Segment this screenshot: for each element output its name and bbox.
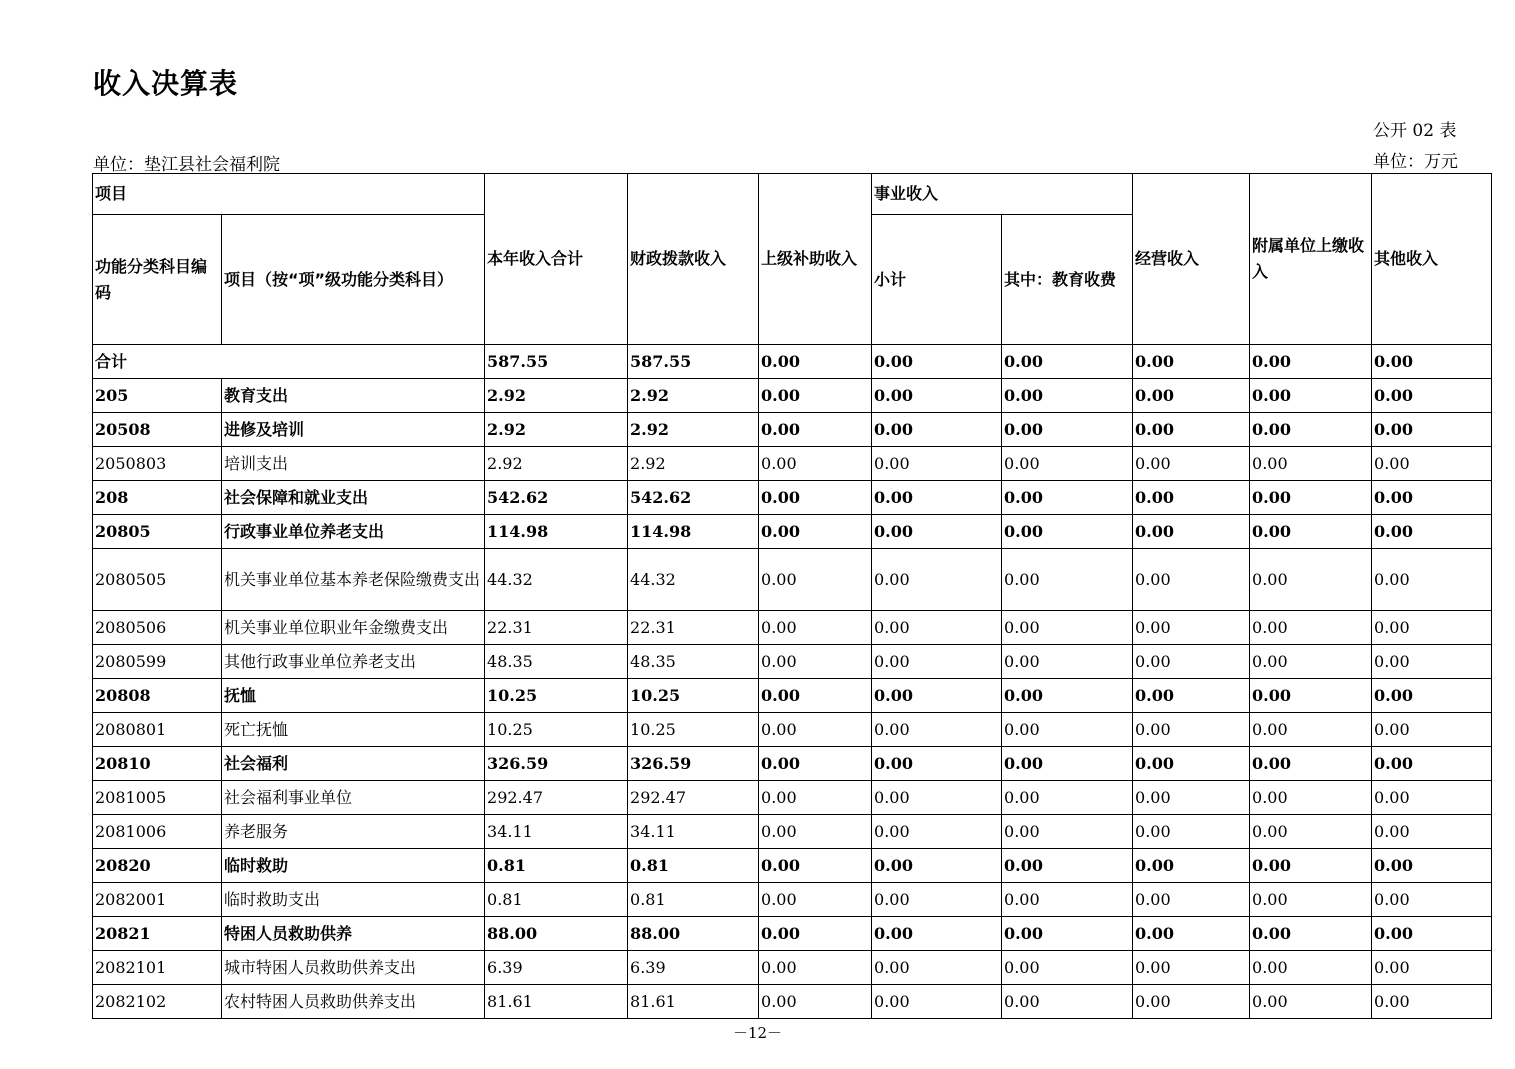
value-cell: 0.81 (628, 849, 759, 883)
total-cell: 0.00 (1250, 345, 1372, 379)
value-cell: 0.00 (1372, 413, 1492, 447)
value-cell: 0.00 (759, 781, 872, 815)
value-cell: 0.00 (1250, 951, 1372, 985)
value-cell: 0.00 (1372, 447, 1492, 481)
code-cell: 2082102 (93, 985, 222, 1019)
value-cell: 88.00 (628, 917, 759, 951)
total-cell: 587.55 (485, 345, 628, 379)
value-cell: 2.92 (628, 413, 759, 447)
value-cell: 0.00 (1133, 815, 1250, 849)
header-other: 其他收入 (1372, 174, 1492, 345)
name-cell: 机关事业单位职业年金缴费支出 (222, 611, 485, 645)
name-cell: 教育支出 (222, 379, 485, 413)
value-cell: 114.98 (485, 515, 628, 549)
value-cell: 326.59 (628, 747, 759, 781)
table-row (93, 747, 1492, 781)
value-cell: 0.00 (1372, 611, 1492, 645)
value-cell: 0.00 (1133, 747, 1250, 781)
value-cell: 0.00 (872, 679, 1002, 713)
value-cell: 0.00 (1002, 679, 1133, 713)
name-cell: 培训支出 (222, 447, 485, 481)
header-superior: 上级补助收入 (759, 174, 872, 345)
value-cell: 0.00 (1002, 747, 1133, 781)
name-cell: 农村特困人员救助供养支出 (222, 985, 485, 1019)
value-cell: 0.00 (872, 917, 1002, 951)
total-cell: 0.00 (1133, 345, 1250, 379)
total-cell: 587.55 (628, 345, 759, 379)
value-cell: 0.00 (1372, 713, 1492, 747)
value-cell: 0.00 (1002, 849, 1133, 883)
header-affiliated: 附属单位上缴收入 (1250, 174, 1372, 345)
name-cell: 抚恤 (222, 679, 485, 713)
header-subtotal: 小计 (872, 215, 1002, 345)
code-cell: 20821 (93, 917, 222, 951)
header-total: 本年收入合计 (485, 174, 628, 345)
table-row (93, 413, 1492, 447)
value-cell: 0.00 (872, 747, 1002, 781)
value-cell: 0.00 (759, 917, 872, 951)
value-cell: 542.62 (628, 481, 759, 515)
value-cell: 0.00 (1002, 645, 1133, 679)
value-cell: 0.00 (1372, 515, 1492, 549)
value-cell: 0.00 (872, 413, 1002, 447)
code-cell: 20805 (93, 515, 222, 549)
name-cell: 社会保障和就业支出 (222, 481, 485, 515)
value-cell: 0.00 (872, 447, 1002, 481)
name-cell: 行政事业单位养老支出 (222, 515, 485, 549)
value-cell: 2.92 (485, 447, 628, 481)
value-cell: 0.00 (1250, 747, 1372, 781)
value-cell: 0.00 (759, 883, 872, 917)
value-cell: 0.00 (1372, 747, 1492, 781)
value-cell: 0.00 (1372, 849, 1492, 883)
code-cell: 208 (93, 481, 222, 515)
value-cell: 34.11 (628, 815, 759, 849)
value-cell: 0.00 (872, 781, 1002, 815)
value-cell: 0.00 (872, 815, 1002, 849)
name-cell: 社会福利 (222, 747, 485, 781)
header-career: 事业收入 (872, 174, 1133, 215)
value-cell: 48.35 (485, 645, 628, 679)
code-cell: 2080801 (93, 713, 222, 747)
total-cell: 0.00 (759, 345, 872, 379)
table-row (93, 379, 1492, 413)
value-cell: 0.00 (1133, 481, 1250, 515)
name-cell: 养老服务 (222, 815, 485, 849)
value-cell: 0.00 (759, 481, 872, 515)
value-cell: 0.00 (872, 985, 1002, 1019)
total-cell: 0.00 (1372, 345, 1492, 379)
value-cell: 0.00 (1250, 985, 1372, 1019)
value-cell: 0.00 (1372, 883, 1492, 917)
value-cell: 0.00 (759, 413, 872, 447)
code-cell: 20808 (93, 679, 222, 713)
value-cell: 0.00 (1372, 549, 1492, 611)
value-cell: 0.81 (485, 849, 628, 883)
unit-organization: 单位：垫江县社会福利院 (93, 155, 280, 175)
total-label: 合计 (93, 345, 485, 379)
value-cell: 34.11 (485, 815, 628, 849)
table-row (93, 515, 1492, 549)
value-cell: 0.00 (759, 515, 872, 549)
value-cell: 6.39 (628, 951, 759, 985)
code-cell: 2081006 (93, 815, 222, 849)
code-cell: 2080599 (93, 645, 222, 679)
code-cell: 2082001 (93, 883, 222, 917)
value-cell: 2.92 (628, 379, 759, 413)
header-fiscal: 财政拨款收入 (628, 174, 759, 345)
value-cell: 0.00 (1250, 917, 1372, 951)
value-cell: 0.00 (1372, 951, 1492, 985)
value-cell: 0.00 (1133, 379, 1250, 413)
value-cell: 0.00 (1372, 481, 1492, 515)
value-cell: 0.00 (1250, 481, 1372, 515)
value-cell: 0.00 (759, 815, 872, 849)
table-row (93, 611, 1492, 645)
value-cell: 0.00 (1250, 379, 1372, 413)
code-cell: 2081005 (93, 781, 222, 815)
value-cell: 0.00 (1250, 413, 1372, 447)
value-cell: 44.32 (628, 549, 759, 611)
value-cell: 0.81 (628, 883, 759, 917)
value-cell: 22.31 (628, 611, 759, 645)
value-cell: 0.00 (1133, 781, 1250, 815)
code-cell: 2080505 (93, 549, 222, 611)
name-cell: 临时救助 (222, 849, 485, 883)
value-cell: 10.25 (485, 713, 628, 747)
header-project: 项目 (93, 174, 485, 215)
value-cell: 0.00 (1002, 951, 1133, 985)
value-cell: 0.00 (759, 747, 872, 781)
table-row (93, 951, 1492, 985)
value-cell: 48.35 (628, 645, 759, 679)
page-number: －12－ (732, 1024, 783, 1042)
table-row (93, 883, 1492, 917)
value-cell: 0.00 (759, 447, 872, 481)
table-row (93, 481, 1492, 515)
table-row (93, 645, 1492, 679)
table-row (93, 679, 1492, 713)
value-cell: 10.25 (628, 679, 759, 713)
value-cell: 0.00 (872, 951, 1002, 985)
value-cell: 0.00 (1002, 379, 1133, 413)
value-cell: 0.00 (1372, 679, 1492, 713)
value-cell: 292.47 (628, 781, 759, 815)
value-cell: 0.00 (1372, 815, 1492, 849)
value-cell: 0.00 (759, 951, 872, 985)
value-cell: 0.00 (1372, 985, 1492, 1019)
value-cell: 0.00 (1133, 951, 1250, 985)
value-cell: 0.00 (1133, 549, 1250, 611)
value-cell: 0.00 (1002, 883, 1133, 917)
value-cell: 0.00 (872, 883, 1002, 917)
value-cell: 81.61 (628, 985, 759, 1019)
value-cell: 0.00 (759, 713, 872, 747)
value-cell: 0.00 (759, 985, 872, 1019)
total-cell: 0.00 (872, 345, 1002, 379)
value-cell: 88.00 (485, 917, 628, 951)
name-cell: 其他行政事业单位养老支出 (222, 645, 485, 679)
value-cell: 44.32 (485, 549, 628, 611)
code-cell: 2050803 (93, 447, 222, 481)
value-cell: 0.00 (1250, 515, 1372, 549)
table-row (93, 549, 1492, 611)
value-cell: 0.00 (1002, 917, 1133, 951)
value-cell: 0.00 (872, 611, 1002, 645)
name-cell: 城市特困人员救助供养支出 (222, 951, 485, 985)
value-cell: 0.00 (759, 849, 872, 883)
value-cell: 292.47 (485, 781, 628, 815)
value-cell: 114.98 (628, 515, 759, 549)
value-cell: 2.92 (485, 413, 628, 447)
value-cell: 10.25 (485, 679, 628, 713)
value-cell: 0.00 (1133, 849, 1250, 883)
value-cell: 0.00 (872, 713, 1002, 747)
value-cell: 0.00 (1002, 549, 1133, 611)
value-cell: 0.00 (1133, 883, 1250, 917)
code-cell: 20820 (93, 849, 222, 883)
value-cell: 0.00 (1250, 883, 1372, 917)
value-cell: 0.00 (1133, 985, 1250, 1019)
table-row (93, 985, 1492, 1019)
value-cell: 0.00 (1002, 413, 1133, 447)
code-cell: 20508 (93, 413, 222, 447)
value-cell: 0.00 (1133, 413, 1250, 447)
name-cell: 社会福利事业单位 (222, 781, 485, 815)
value-cell: 0.00 (1250, 713, 1372, 747)
value-cell: 0.00 (872, 515, 1002, 549)
value-cell: 0.00 (1250, 611, 1372, 645)
value-cell: 0.00 (872, 849, 1002, 883)
value-cell: 0.00 (1133, 713, 1250, 747)
header-business: 经营收入 (1133, 174, 1250, 345)
total-cell: 0.00 (1002, 345, 1133, 379)
value-cell: 0.00 (759, 611, 872, 645)
value-cell: 0.00 (1133, 515, 1250, 549)
value-cell: 22.31 (485, 611, 628, 645)
value-cell: 0.00 (1250, 645, 1372, 679)
table-row (93, 713, 1492, 747)
value-cell: 0.00 (1250, 679, 1372, 713)
value-cell: 10.25 (628, 713, 759, 747)
header-edu: 其中：教育收费 (1002, 215, 1133, 345)
value-cell: 0.00 (872, 481, 1002, 515)
value-cell: 0.00 (1250, 815, 1372, 849)
value-cell: 0.00 (1372, 379, 1492, 413)
value-cell: 0.00 (1250, 549, 1372, 611)
value-cell: 0.00 (1372, 917, 1492, 951)
value-cell: 0.00 (759, 379, 872, 413)
code-cell: 20810 (93, 747, 222, 781)
code-cell: 205 (93, 379, 222, 413)
value-cell: 0.00 (1372, 781, 1492, 815)
unit-currency: 单位：万元 (1373, 152, 1458, 172)
table-row (93, 917, 1492, 951)
code-cell: 2080506 (93, 611, 222, 645)
name-cell: 死亡抚恤 (222, 713, 485, 747)
value-cell: 542.62 (485, 481, 628, 515)
value-cell: 0.00 (1250, 447, 1372, 481)
header-name: 项目（按“项”级功能分类科目） (222, 215, 485, 345)
name-cell: 临时救助支出 (222, 883, 485, 917)
value-cell: 0.00 (1133, 679, 1250, 713)
value-cell: 0.00 (1133, 917, 1250, 951)
name-cell: 特困人员救助供养 (222, 917, 485, 951)
table-row (93, 815, 1492, 849)
page-title: 收入决算表 (93, 67, 239, 100)
value-cell: 0.81 (485, 883, 628, 917)
value-cell: 2.92 (628, 447, 759, 481)
income-table (92, 173, 1492, 1019)
value-cell: 81.61 (485, 985, 628, 1019)
name-cell: 机关事业单位基本养老保险缴费支出 (222, 549, 485, 611)
value-cell: 0.00 (1002, 515, 1133, 549)
value-cell: 0.00 (1133, 611, 1250, 645)
value-cell: 0.00 (1133, 447, 1250, 481)
value-cell: 0.00 (1002, 611, 1133, 645)
value-cell: 2.92 (485, 379, 628, 413)
value-cell: 0.00 (1002, 781, 1133, 815)
total-row (93, 345, 1492, 379)
value-cell: 0.00 (872, 379, 1002, 413)
value-cell: 0.00 (759, 679, 872, 713)
value-cell: 0.00 (1002, 985, 1133, 1019)
value-cell: 0.00 (1002, 713, 1133, 747)
value-cell: 0.00 (1002, 481, 1133, 515)
value-cell: 0.00 (1133, 645, 1250, 679)
value-cell: 6.39 (485, 951, 628, 985)
header-code: 功能分类科目编码 (93, 215, 222, 345)
value-cell: 0.00 (1250, 849, 1372, 883)
value-cell: 0.00 (1250, 781, 1372, 815)
value-cell: 0.00 (759, 645, 872, 679)
value-cell: 0.00 (872, 549, 1002, 611)
value-cell: 0.00 (872, 645, 1002, 679)
table-row (93, 781, 1492, 815)
table-row (93, 849, 1492, 883)
name-cell: 进修及培训 (222, 413, 485, 447)
code-cell: 2082101 (93, 951, 222, 985)
table-row (93, 447, 1492, 481)
value-cell: 0.00 (1002, 815, 1133, 849)
value-cell: 0.00 (1002, 447, 1133, 481)
value-cell: 0.00 (759, 549, 872, 611)
value-cell: 326.59 (485, 747, 628, 781)
value-cell: 0.00 (1372, 645, 1492, 679)
form-number: 公开 02 表 (1373, 121, 1457, 141)
